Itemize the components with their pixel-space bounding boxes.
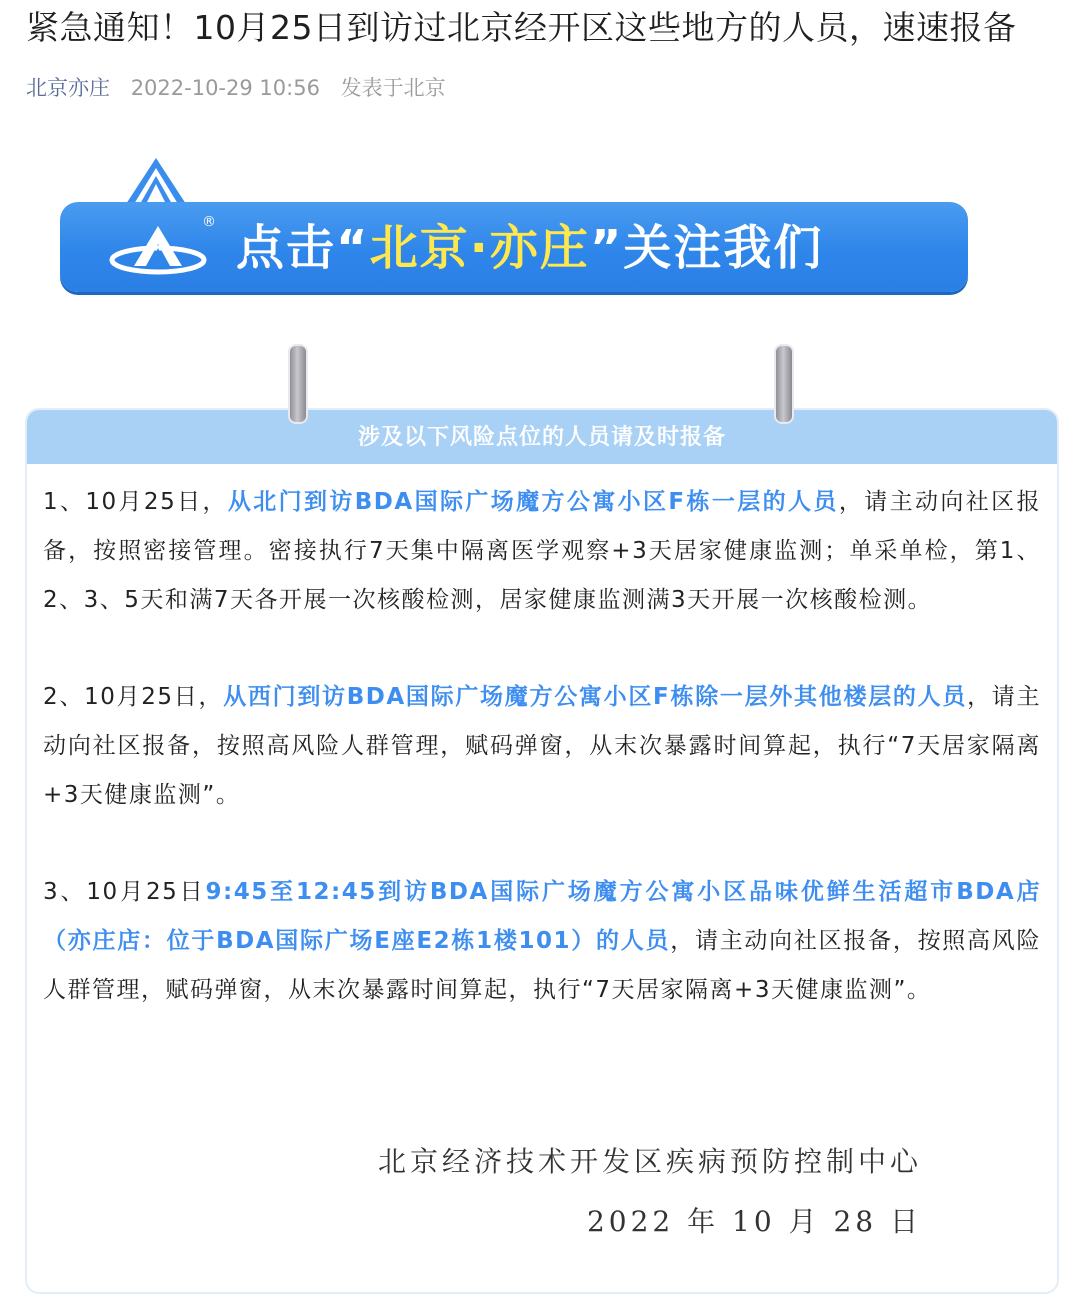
publish-time: 2022-10-29 10:56 xyxy=(130,76,320,100)
item-highlight: 从西门到访BDA国际广场魔方公寓小区F栋除一层外其他楼层的人员 xyxy=(223,684,968,710)
signature-organization: 北京经济技术开发区疾病预防控制中心 xyxy=(377,1145,922,1178)
follow-banner[interactable] xyxy=(60,156,970,296)
registered-mark: ® xyxy=(202,214,216,230)
notice-items xyxy=(27,464,1057,1015)
account-name-link[interactable]: 北京亦庄 xyxy=(26,76,110,100)
item-prefix: 2、10月25日， xyxy=(43,684,224,710)
banner-suffix: ”关注我们 xyxy=(589,220,824,276)
article-meta xyxy=(26,74,446,102)
follow-banner-text xyxy=(236,218,823,278)
notice-item xyxy=(43,673,1041,820)
article-title: 紧急通知！10月25日到访过北京经开区这些地方的人员，速速报备 xyxy=(26,8,1017,47)
mountain-peak-icon xyxy=(124,156,188,206)
card-peg-left xyxy=(288,344,308,424)
item-prefix: 1、10月25日， xyxy=(43,489,228,515)
notice-item xyxy=(43,868,1041,1015)
notice-item xyxy=(43,478,1041,625)
yizhuang-logo-icon xyxy=(108,222,208,276)
signature-date: 2022 年 10 月 28 日 xyxy=(586,1205,922,1238)
item-suffix: ，请主动向社区报备，按照高风险人群管理，赋码弹窗，从末次暴露时间算起，执行“7天居家隔离+3天健康监测”。 xyxy=(43,684,1042,808)
item-suffix: ，请主动向社区报备，按照密接管理。密接执行7天集中隔离医学观察+3天居家健康监测；单采单检，第1、2、3、5天和满7天各开展一次核酸检测，居家健康监测满3天开展一次核酸检测。 xyxy=(43,489,1042,613)
publish-location: 发表于北京 xyxy=(340,76,446,100)
item-suffix: ，请主动向社区报备，按照高风险人群管理，赋码弹窗，从末次暴露时间算起，执行“7天居家隔离+3天健康监测”。 xyxy=(43,928,1041,1003)
card-peg-right xyxy=(774,344,794,424)
item-highlight: 9:45至12:45到访BDA国际广场魔方公寓小区品味优鲜生活超市BDA店（亦庄店：位于BDA国际广场E座E2栋1楼101）的人员 xyxy=(43,879,1042,954)
item-highlight: 从北门到访BDA国际广场魔方公寓小区F栋一层的人员 xyxy=(227,489,839,515)
banner-account-name: 北京·亦庄 xyxy=(369,220,590,276)
notice-card-header: 涉及以下风险点位的人员请及时报备 xyxy=(27,410,1057,464)
banner-prefix: 点击“ xyxy=(236,220,370,276)
item-prefix: 3、10月25日 xyxy=(43,879,206,905)
signature-block xyxy=(370,1136,930,1248)
